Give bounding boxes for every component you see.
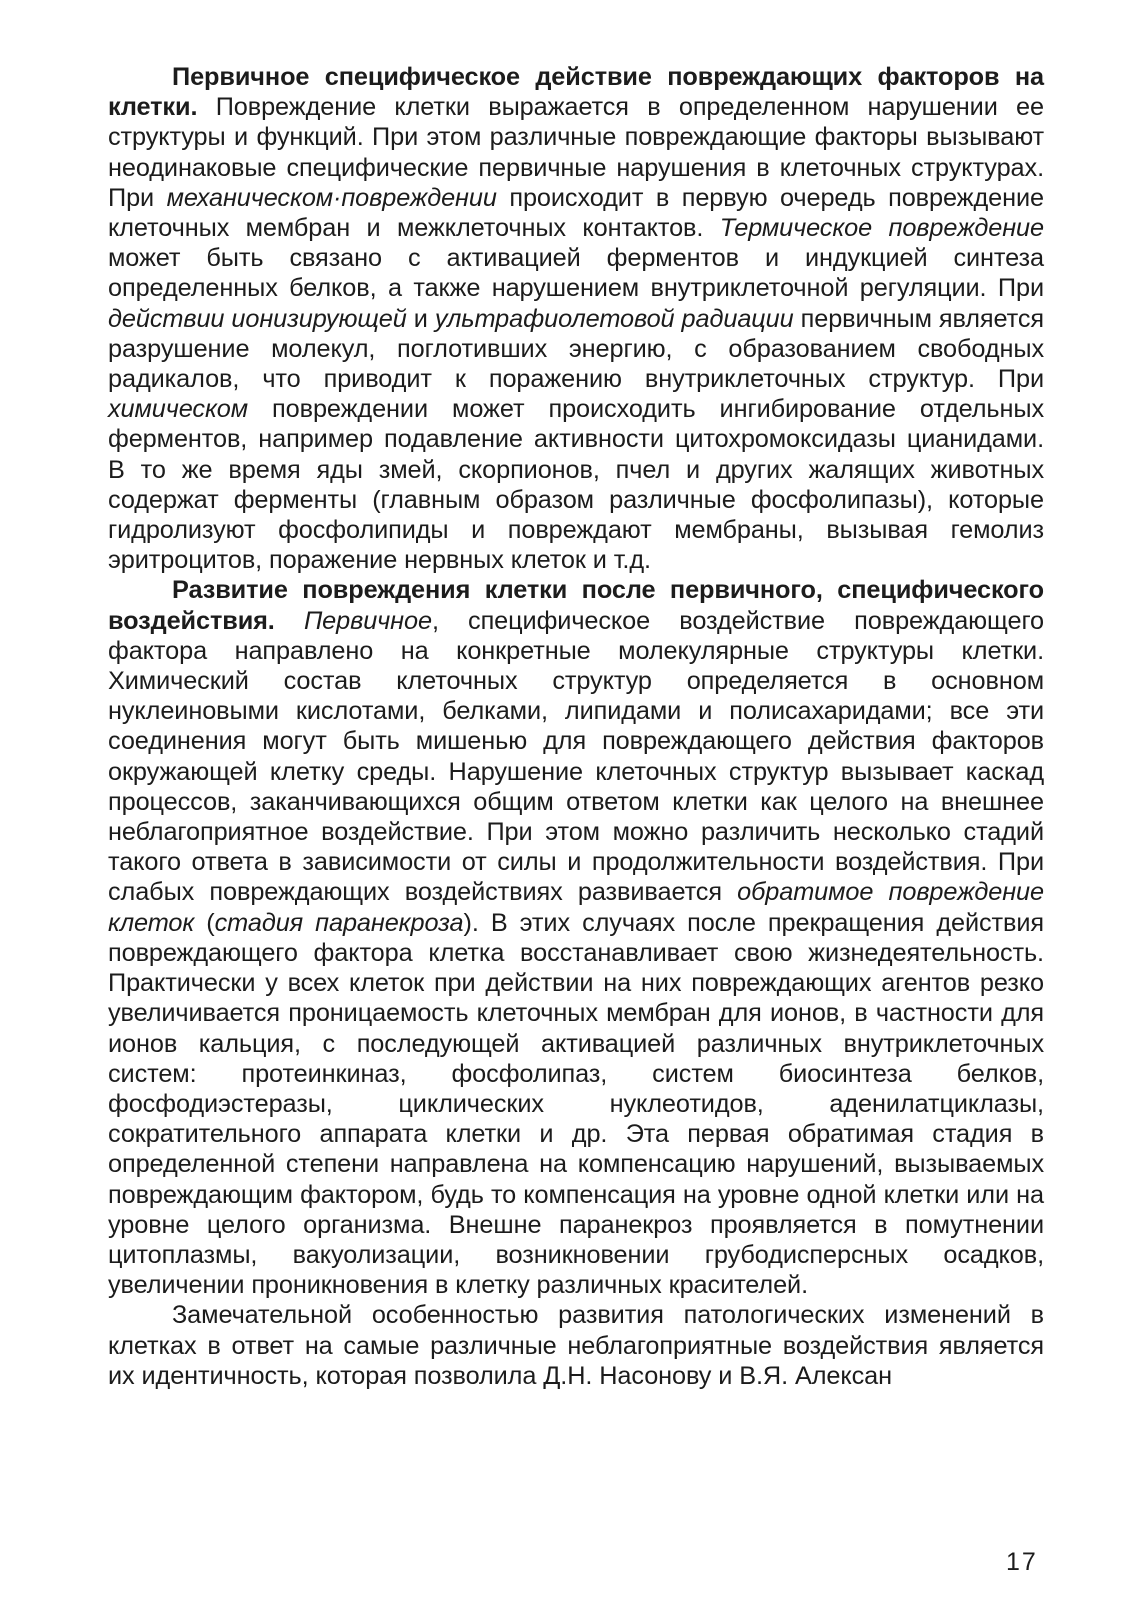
text-run: и (406, 304, 435, 333)
text-run: Повреждение клетки выражается в определенном нарушении ее структуры и функций. При этом различные повреждающие факторы вызывают неодинаковые специфические первичные нарушения в клеточных структурах. При (108, 93, 1044, 212)
heading-primary-action: Первичное специфическое действие повреждающих факторов на клетки. (108, 63, 1044, 122)
page-number: 17 (1006, 1548, 1038, 1576)
emphasis-primary: Первичное (303, 606, 432, 635)
text-run: первичным является разрушение молекул, поглотивших энергию, с образованием свободных радикалов, что приводит к поражению внутриклеточных структур. При (108, 304, 1044, 394)
emphasis-reversible-damage: обратимое повреждение клеток (108, 878, 1044, 937)
emphasis-chemical: химическом (108, 395, 249, 424)
text-run: ). В этих случаях после прекращения действия повреждающего фактора клетка восстанавливает свою жизнедеятельность. Практически у всех клеток при действии на них повреждающих агентов резко увеличивается проницаемость клеточных мембран для ионов, в частности для ионов кальция, с последующей активацией различных внутриклеточных систем: протеинкиназ, фосфолипаз, систем биосинтеза белков, фосфодиэстеразы, циклических нуклеотидов, аденилатциклазы, сократительного аппарата клетки и др. Эта первая обратимая стадия в определенной степени направлена на компенсацию нарушений, вызываемых повреждающим фактором, будь то компенсация на уровне одной клетки или на уровне целого организма. Внешне паранекроз проявляется в помутнении цитоплазмы, вакуолизации, возникновении грубодисперсных осадков, увеличении проникновения в клетку различных красителей. (108, 908, 1044, 1300)
emphasis-ultraviolet: ультрафиолетовой радиации (434, 304, 794, 333)
paragraph-identity: Замечательной особенностью развития патологических изменений в клетках в ответ на самые различные неблагоприятные воздействия является их идентичность, которая позволила Д.Н. Насонову и В.Я. Алексан (108, 1301, 1044, 1390)
emphasis-thermal: Термическое повреждение (719, 214, 1044, 243)
text-run: происходит в первую очередь повреждение клеточных мембран и межклеточных контактов. (108, 183, 1044, 243)
page-body (108, 62, 1044, 1391)
text-run: может быть связано с активацией ферментов и индукцией синтеза определенных белков, а также нарушением внутриклеточной регуляции. При (108, 244, 1044, 303)
emphasis-mechanical: механическом·повреждении (166, 183, 497, 212)
paragraph-damage-development (108, 575, 1044, 1300)
emphasis-paranecrosis-stage: стадия паранекроза (214, 908, 464, 937)
paragraph-primary-action (108, 62, 1044, 575)
heading-damage-development: Развитие повреждения клетки после первичного, специфического воздействия. (108, 576, 1044, 635)
text-run: ( (194, 908, 215, 937)
emphasis-ionizing: действии ионизирующей (108, 304, 407, 333)
text-run: , специфическое воздействие повреждающего фактора направлено на конкретные молекулярные структуры клетки. Химический состав клеточных структур определяется в основном нуклеиновыми кислотами, белками, липидами и полисахаридами; все эти соединения могут быть мишенью для повреждающего действия факторов окружающей клетку среды. Нарушение клеточных структур вызывает каскад процессов, заканчивающихся общим ответом клетки как целого на внешнее неблагоприятное воздействие. При этом можно различить несколько стадий такого ответа в зависимости от силы и продолжительности воздействия. При слабых повреждающих воздействиях развивается (108, 606, 1044, 907)
text-run (275, 607, 304, 635)
text-run: повреждении может происходить ингибирование отдельных ферментов, например подавление активности цитохромоксидазы цианидами. В то же время яды змей, скорпионов, пчел и других жалящих животных содержат ферменты (главным образом различные фосфолипазы), которые гидролизуют фосфолипиды и повреждают мембраны, вызывая гемолиз эритроцитов, поражение нервных клеток и т.д. (108, 395, 1044, 575)
